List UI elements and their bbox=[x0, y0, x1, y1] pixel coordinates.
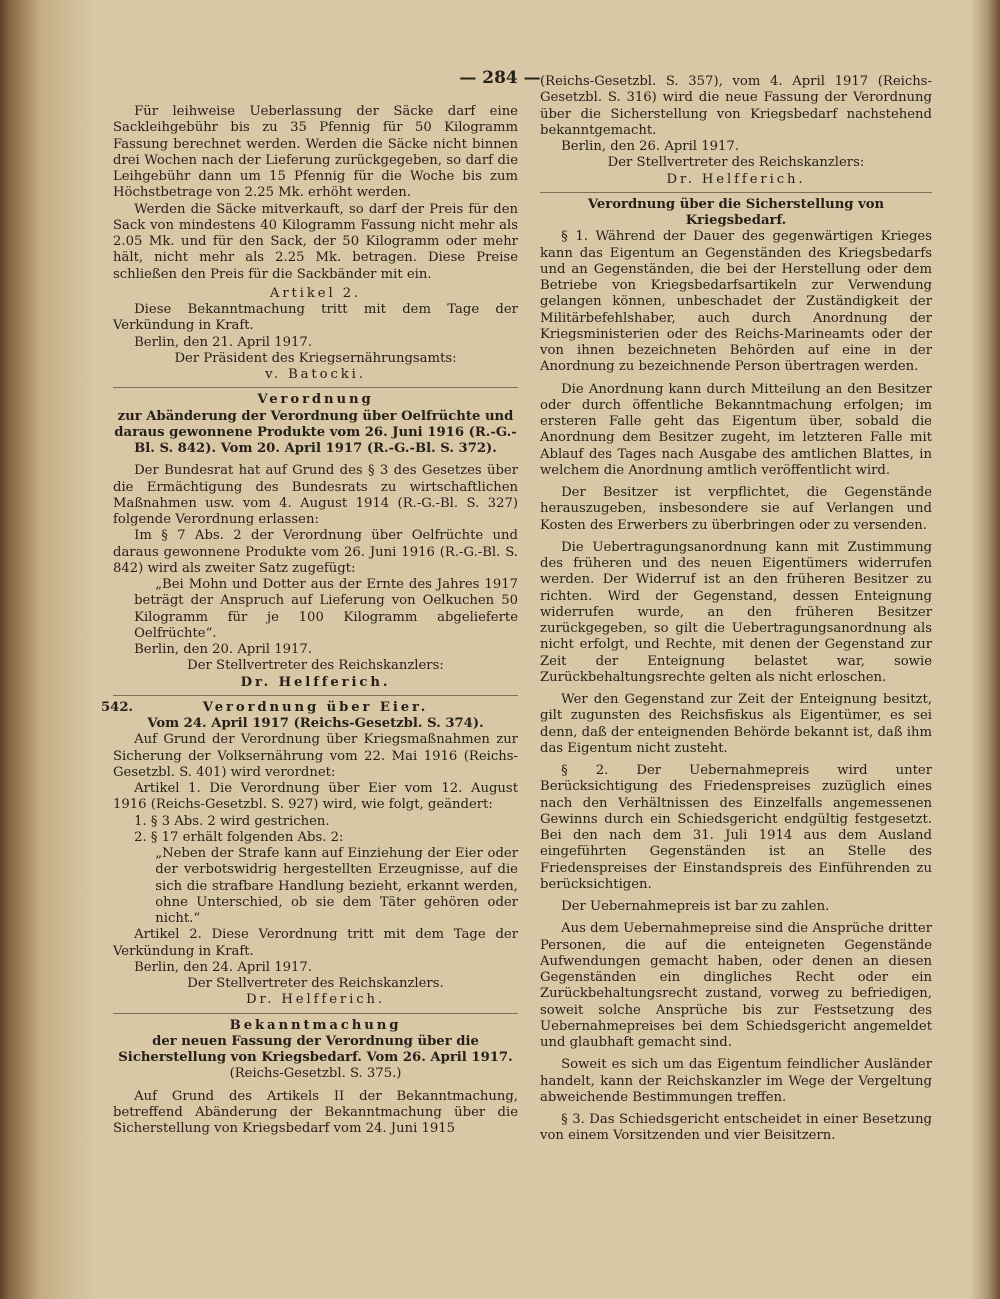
paragraph-section-2: § 2. Der Uebernahmepreis wird unter Berücksichtigung des Friedenspreises zuzüglich eines nach den Verhältnissen des Einzelfalls angemessenen Gewinns durch ein Schiedsgericht endgültig festgesetzt. Bei den nach dem 31. Juli 1914 aus dem Ausland eingeführten Gegenständen ist an Stelle des Friedenspreises der Einstandspreis des Einführenden zu berücksichtigen. bbox=[540, 763, 932, 892]
signatory-title: Der Stellvertreter des Reichskanzlers: bbox=[607, 155, 865, 171]
paragraph-effective: Diese Bekanntmachung tritt mit dem Tage der Verkündung in Kraft. bbox=[113, 302, 518, 334]
signatory-title: Der Stellvertreter des Reichskanzlers: bbox=[187, 658, 444, 674]
section-heading-eier: Verordnung über Eier. bbox=[202, 699, 429, 715]
article-1-eier: Artikel 1. Die Verordnung über Eier vom 12. August 1916 (Reichs-Gesetzbl. S. 927) wird, wie folgt, geändert: bbox=[113, 781, 518, 813]
paragraph-section-3: § 3. Das Schiedsgericht entscheidet in einer Besetzung von einem Vorsitzenden und vier Beisitzern. bbox=[540, 1112, 932, 1144]
paragraph-section-1: § 1. Während der Dauer des gegenwärtigen Krieges kann das Eigentum an Gegenständen des Kriegsbedarfs und an Gegenständen, die bei der Herstellung oder dem Betriebe von Kriegsbedarfsartikeln zur Verwendung gelangen können, unbeschadet der Zuständigkeit der Militärbefehlshaber, auch durch Anordnung der Kriegsministerien oder des Reichs-Marineamts oder der von ihnen bezeichneten Behörden auf eine in der Anordnung zu bezeichnende Person übertragen werden. bbox=[540, 229, 932, 375]
paragraph-sack-rental: Für leihweise Ueberlassung der Säcke darf eine Sackleihgebühr bis zu 35 Pfennig für 50 Kilogramm Fassung berechnet werden. Werden die Säcke nicht binnen drei Wochen nach der Lieferung zurückgegeben, so darf die Leihgebühr dann um 15 Pfennig für die Woche bis zum Höchstbetrage von 2.25 Mk. erhöht werden. bbox=[113, 104, 518, 201]
section-heading-verordnung: Verordnung bbox=[257, 392, 374, 408]
quote-mohn-dotter: „Bei Mohn und Dotter aus der Ernte des Jahres 1917 beträgt der Anspruch auf Lieferung von Oelkuchen 50 Kilogramm für je 100 Kilogramm abgelieferte Oelfrüchte“. bbox=[134, 577, 518, 641]
place-date: Berlin, den 20. April 1917. bbox=[134, 642, 312, 657]
signatory-title: Der Stellvertreter des Reichskanzlers. bbox=[187, 976, 444, 991]
section-divider bbox=[113, 695, 518, 696]
section-heading-bekanntmachung: Bekanntmachung bbox=[229, 1017, 402, 1033]
signatory-name: Dr. Helfferich. bbox=[240, 674, 391, 690]
left-column bbox=[101, 104, 518, 1137]
paragraph-auf-grund: Auf Grund der Verordnung über Kriegsmaßnahmen zur Sicherung der Volksernährung vom 22. Mai 1916 (Reichs-Gesetzbl. S. 401) wird verordnet: bbox=[113, 732, 518, 780]
place-date: Berlin, den 21. April 1917. bbox=[134, 334, 312, 350]
right-column bbox=[540, 74, 932, 1145]
paragraph-continuation: (Reichs-Gesetzbl. S. 357), vom 4. April 1917 (Reichs-Gesetzbl. S. 316) wird die neue Fassung der Verordnung über die Sicherstellung von Kriegsbedarf nachstehend bekanntgemacht. bbox=[540, 74, 932, 138]
section-divider bbox=[113, 1013, 518, 1014]
article-heading: Artikel 2. bbox=[269, 285, 362, 301]
paragraph-enteignung: Wer den Gegenstand zur Zeit der Enteignung besitzt, gilt zugunsten des Reichsfiskus als Eigentümer, es sei denn, daß der enteignenden Behörde bekannt ist, daß ihm das Eigentum nicht zusteht. bbox=[540, 692, 932, 756]
paragraph-besitzer: Der Besitzer ist verpflichtet, die Gegenstände herauszugeben, insbesondere sie auf Verlangen und Kosten des Erwerbers zu überbringen oder zu versenden. bbox=[540, 485, 932, 533]
place-date: Berlin, den 24. April 1917. bbox=[134, 959, 312, 975]
section-date-eier: Vom 24. April 1917 (Reichs-Gesetzbl. S. 374). bbox=[147, 716, 484, 731]
paragraph-sack-sale: Werden die Säcke mitverkauft, so darf der Preis für den Sack von mindestens 40 Kilogramm Fassung nicht mehr als 2.05 Mk. und für den Sack, der 50 Kilogramm oder mehr hält, nicht mehr als 2.25 Mk. betragen. Diese Preise schließen den Preis für die Sackbänder mit ein. bbox=[113, 201, 518, 282]
paragraph-artikel-ii: Auf Grund des Artikels II der Bekanntmachung, betreffend Abänderung der Bekanntmachung über die Sicherstellung von Kriegsbedarf vom 24. Juni 1915 bbox=[113, 1088, 518, 1136]
quote-strafe: „Neben der Strafe kann auf Einziehung der Eier oder der verbotswidrig hergestellten Erzeugnisse, auf die sich die strafbare Handlung bezieht, erkannt werden, ohne Unterschied, ob sie dem Täter gehören oder nicht.“ bbox=[155, 846, 518, 926]
page-number: — 284 — bbox=[459, 68, 541, 88]
section-divider bbox=[113, 387, 518, 388]
section-divider bbox=[540, 192, 932, 193]
signatory-name: Dr. Helfferich. bbox=[666, 171, 806, 187]
paragraph-anordnung: Die Anordnung kann durch Mitteilung an den Besitzer oder durch öffentliche Bekanntmachung erfolgen; im ersteren Falle geht das Eigentum über, sobald die Anordnung dem Besitzer zugeht, im letzteren Falle mit Ablauf des Tages nach Ausgabe des amtlichen Blattes, in welchem die Anordnung amtlich veröffentlicht wird. bbox=[540, 381, 932, 478]
article-2-eier: Artikel 2. Diese Verordnung tritt mit dem Tage der Verkündung in Kraft. bbox=[113, 927, 518, 959]
paragraph-widerruf: Die Uebertragungsanordnung kann mit Zustimmung des früheren und des neuen Eigentümers widerrufen werden. Der Widerruf ist an den früheren Besitzer zu richten. Wird der Gegenstand, dessen Enteignung widerrufen wurde, an den früheren Besitzer zurückgegeben, so gilt die Uebertragungsanordnung als nicht erfolgt, und Rechte, mit denen der Gegenstand zur Zeit der Enteignung belastet war, sowie Zurückbehaltungsrechte gelten als nicht erloschen. bbox=[540, 539, 932, 685]
section-subtitle-oelfruechte: zur Abänderung der Verordnung über Oelfrüchte und daraus gewonnene Produkte vom 26. Juni 1916 (R.-G.-Bl. S. 842). Vom 20. April 1917 (R.-G.-Bl. S. 372). bbox=[114, 408, 517, 456]
paragraph-ansprueche: Aus dem Uebernahmepreise sind die Ansprüche dritter Personen, die auf die enteigneten Gegenstände Aufwendungen gemacht haben, oder denen an diesen Gegenständen ein dingliches Recht oder ein Zurückbehaltungsrecht zustand, vorweg zu befriedigen, soweit solche Ansprüche bis zur Festsetzung des Uebernahmepreises bei dem Schiedsgericht angemeldet und glaubhaft gemacht sind. bbox=[540, 921, 932, 1050]
list-item: 2. § 17 erhält folgenden Abs. 2: bbox=[134, 829, 344, 845]
signatory-name: Dr. Helfferich. bbox=[245, 992, 386, 1008]
section-number: 542. bbox=[101, 699, 134, 715]
section-heading-sicherstellung: Verordnung über die Sicherstellung von Kriegsbedarf. bbox=[587, 196, 885, 228]
paragraph-amendment: Im § 7 Abs. 2 der Verordnung über Oelfrüchte und daraus gewonnene Produkte vom 26. Juni 1916 (R.-G.-Bl. S. 842) wird als zweiter Satz zugefügt: bbox=[113, 528, 518, 576]
paragraph-bar-zahlen: Der Uebernahmepreis ist bar zu zahlen. bbox=[561, 899, 830, 914]
signatory-name: v. Batocki. bbox=[265, 367, 366, 382]
list-item: 1. § 3 Abs. 2 wird gestrichen. bbox=[134, 813, 330, 829]
paragraph-bundesrat: Der Bundesrat hat auf Grund des § 3 des Gesetzes über die Ermächtigung des Bundesrats zu wirtschaftlichen Maßnahmen usw. vom 4. August 1914 (R.-G.-Bl. S. 327) folgende Verordnung erlassen: bbox=[113, 463, 518, 527]
signatory-title: Der Präsident des Kriegsernährungsamts: bbox=[174, 350, 457, 366]
section-reference: (Reichs-Gesetzbl. S. 375.) bbox=[229, 1066, 402, 1082]
place-date: Berlin, den 26. April 1917. bbox=[561, 139, 739, 154]
section-subtitle-kriegsbedarf: der neuen Fassung der Verordnung über die Sicherstellung von Kriegsbedarf. Vom 26. April 1917. bbox=[118, 1033, 513, 1065]
paragraph-auslaender: Soweit es sich um das Eigentum feindlicher Ausländer handelt, kann der Reichskanzler im Wege der Vergeltung abweichende Bestimmungen treffen. bbox=[540, 1057, 932, 1105]
